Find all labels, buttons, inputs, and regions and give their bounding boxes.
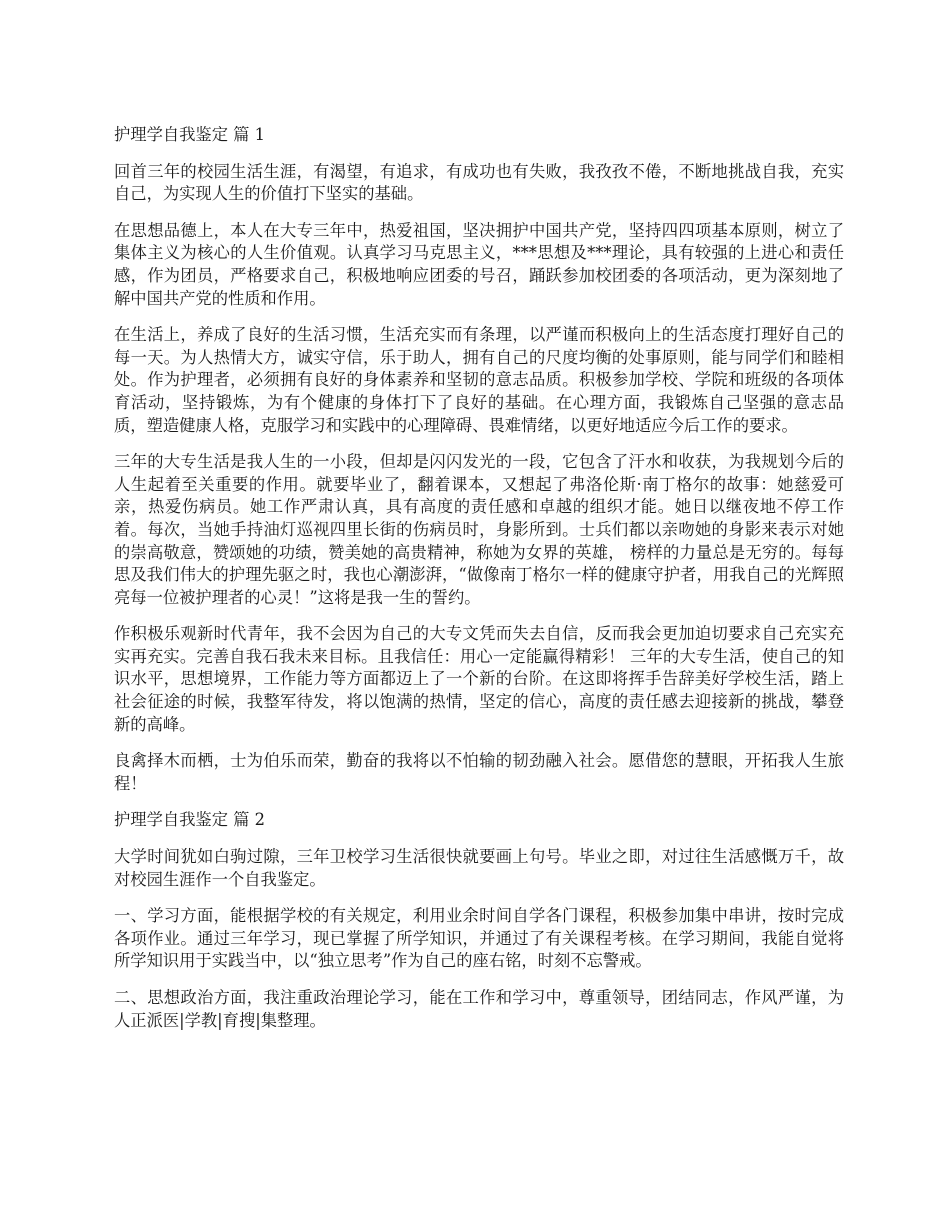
document-body	[114, 124, 844, 1046]
paragraph: 在生活上，养成了良好的生活习惯，生活充实而有条理，以严谨而积极向上的生活态度打理好自己的每一天。为人热情大方，诚实守信，乐于助人，拥有自己的尺度均衡的处事原则，能与同学们和睦相处。作为护理者，必须拥有良好的身体素养和坚韧的意志品质。积极参加学校、学院和班级的各项体育活动，坚持锻炼，为有个健康的身体打下了良好的基础。在心理方面，我锻炼自己坚强的意志品质，塑造健康人格，克服学习和实践中的心理障碍、畏难情绪，以更好地适应今后工作的要求。	[114, 325, 844, 435]
section-title: 护理学自我鉴定 篇 1	[114, 125, 265, 144]
paragraph: 大学时间犹如白驹过隙，三年卫校学习生活很快就要画上句号。毕业之即，对过往生活感慨万千，故对校园生涯作一个自我鉴定。	[114, 847, 844, 889]
paragraph: 一、学习方面，能根据学校的有关规定，利用业余时间自学各门课程，积极参加集中串讲，按时完成各项作业。通过三年学习，现已掌握了所学知识，并通过了有关课程考核。在学习期间，我能自觉将所学知识用于实践当中，以“独立思考”作为自己的座右铭，时刻不忘警戒。	[114, 906, 844, 971]
paragraph: 回首三年的校园生活生涯，有渴望，有追求，有成功也有失败，我孜孜不倦，不断地挑战自我，充实自己，为实现人生的价值打下坚实的基础。	[114, 161, 844, 204]
paragraph: 作积极乐观新时代青年，我不会因为自己的大专文凭而失去自信，反而我会更加迫切要求自己充实充实再充实。完善自我石我未来目标。且我信任：用心一定能赢得精彩！ 三年的大专生活，使自己的知识水平，思想境界，工作能力等方面都迈上了一个新的台阶。在这即将挥手告辞美好学校生活，踏上社会征途的时候，我整军待发，将以饱满的热情，坚定的信心，高度的责任感去迎接新的挑战，攀登新的高峰。	[114, 624, 844, 734]
paragraph: 良禽择木而栖，士为伯乐而荣，勤奋的我将以不怕输的韧劲融入社会。愿借您的慧眼，开拓我人生旅程！	[114, 751, 844, 793]
paragraph: 在思想品德上，本人在大专三年中，热爱祖国，坚决拥护中国共产党，坚持四四项基本原则，树立了集体主义为核心的人生价值观。认真学习马克思主义，***思想及***理论，具有较强的上进心和责任感，作为团员，严格要求自己，积极地响应团委的号召，踊跃参加校团委的各项活动，更为深刻地了解中国共产党的性质和作用。	[114, 220, 844, 308]
paragraph: 二、思想政治方面，我注重政治理论学习，能在工作和学习中，尊重领导，团结同志，作风严谨，为人正派医|学教|育搜|集整理。	[114, 988, 844, 1030]
paragraph: 三年的大专生活是我人生的一小段，但却是闪闪发光的一段，它包含了汗水和收获，为我规划今后的人生起着至关重要的作用。就要毕业了，翻着课本，又想起了弗洛伦斯·南丁格尔的故事：她慈爱可亲，热爱伤病员。她工作严肃认真，具有高度的责任感和卓越的组织才能。她日以继夜地不停工作着。每次，当她手持油灯巡视四里长街的伤病员时，身影所到。士兵们都以亲吻她的身影来表示对她的崇高敬意，赞颂她的功绩，赞美她的高贵精神，称她为女界的英雄， 榜样的力量总是无穷的。每每思及我们伟大的护理先驱之时，我也心潮澎湃，“做像南丁格尔一样的健康守护者，用我自己的光辉照亮每一位被护理者的心灵！”这将是我一生的誓约。	[114, 452, 844, 607]
section-title: 护理学自我鉴定 篇 2	[114, 810, 265, 830]
section-1	[114, 124, 844, 795]
section-2	[114, 809, 844, 1032]
